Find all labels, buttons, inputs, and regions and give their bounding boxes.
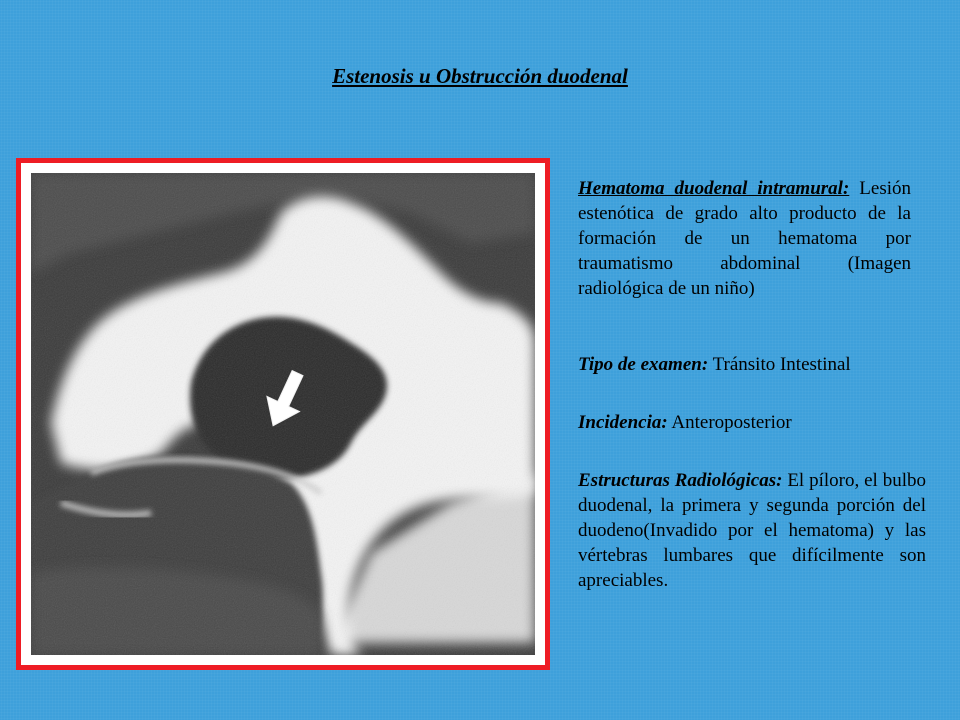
structures-label: Estructuras Radiológicas: <box>578 470 783 491</box>
incidence-value: Anteroposterior <box>671 412 792 433</box>
description-heading: Hematoma duodenal intramural: <box>578 178 850 199</box>
radiograph-image <box>31 173 535 655</box>
radiograph-frame <box>16 158 550 670</box>
incidence-label: Incidencia: <box>578 412 668 433</box>
incidence-line <box>578 410 928 435</box>
slide-title: Estenosis u Obstrucción duodenal <box>332 64 628 88</box>
structures-block <box>578 468 926 593</box>
description-block <box>578 176 911 301</box>
exam-type-value: Tránsito Intestinal <box>712 354 851 375</box>
description-body: Lesión estenótica de grado alto producto de la formación de un hematoma por traumatismo abdominal (Imagen radiológica de un niño) <box>578 178 912 299</box>
exam-type-label: Tipo de examen: <box>578 354 709 375</box>
exam-type-line <box>578 352 928 377</box>
structures-value: El píloro, el bulbo duodenal, la primera y segunda porción del duodeno(Invadido por el hematoma) y las vértebras lumbares que difícilmente son apreciables. <box>578 470 927 591</box>
